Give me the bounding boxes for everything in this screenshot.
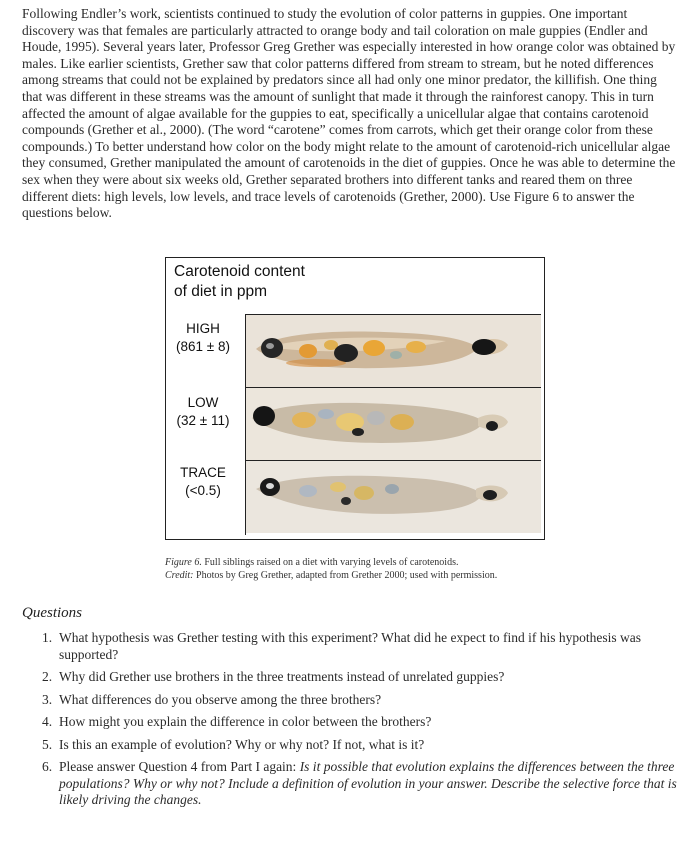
question-italic-text: Is it possible that evolution explains the differences between the three populations? Why or why not? Include a definition of evolution in your answer. Describe the selective force that is likely driving the changes. [59, 759, 677, 807]
question-text: Please answer Question 4 from Part I again: [59, 759, 297, 774]
question-number: 6. [42, 759, 53, 774]
figure-credit-text: Photos by Greg Grether, adapted from Grether 2000; used with permission. [196, 570, 498, 581]
figure-caption-label: Figure 6. [165, 557, 202, 568]
row-label-low: LOW (32 ± 11) [176, 395, 230, 428]
question-item [22, 759, 682, 809]
question-item [22, 692, 682, 709]
intro-paragraph: Following Endler’s work, scientists continued to study the evolution of color patterns in guppies. One important discovery was that females are particularly attracted to orange body and tail coloration on male guppies (Endler and Houde, 1995). Several years later, Professor Greg Grether was especially interested in how orange color was obtained by males. Like earlier scientists, Grether saw that color patterns differed from stream to stream, but he noted differences among streams that could not be explained by predators since all had only one minor predator, the killifish. One thing that was different in these streams was the amount of sunlight that made it through the rainforest canopy. This in turn affected the amount of algae available for the guppies to eat, specifically a unicellular algae that contains carotenoid compounds (Grether et al., 2000). (The word “carotene” comes from carrots, which get their orange color from these compounds.) To better understand how color on the body might relate to the amount of carotenoid-rich unicellular algae they consumed, Grether manipulated the amount of carotenoids in the diet of guppies. Once he was able to determine the sex when they were about six weeks old, Grether separated brothers into different tanks and reared them on three different diets: high levels, low levels, and trace levels of carotenoids (Grether, 2000). Use Figure 6 to answer the questions below. [22, 6, 676, 221]
question-number: 3. [42, 691, 53, 707]
row-label-high: HIGH (861 ± 8) [176, 321, 230, 354]
question-text: Is this an example of evolution? Why or why not? If not, what is it? [59, 736, 425, 752]
question-text: What hypothesis was Grether testing with this experiment? What did he expect to find if his hypothesis was supported? [59, 630, 642, 662]
question-item [22, 630, 682, 663]
guppy-photo-low [245, 388, 541, 461]
figure-6 [165, 257, 545, 540]
figure-title: Carotenoid content of diet in ppm [174, 263, 305, 300]
figure-credit [165, 570, 497, 583]
question-item [22, 669, 682, 686]
row-label-trace: TRACE (<0.5) [180, 465, 226, 498]
questions-heading: Questions [22, 605, 82, 621]
question-item [22, 737, 682, 754]
guppy-photo-high [245, 314, 541, 388]
question-number: 5. [42, 736, 53, 752]
question-text: Why did Grether use brothers in the three treatments instead of unrelated guppies? [59, 669, 505, 684]
question-item [22, 714, 682, 731]
figure-caption-text: Full siblings raised on a diet with varying levels of carotenoids. [204, 557, 459, 568]
guppy-photo-trace [245, 461, 541, 535]
question-number: 1. [42, 630, 53, 645]
figure-credit-label: Credit: [165, 570, 194, 581]
questions-list [22, 630, 682, 809]
question-text: How might you explain the difference in color between the brothers? [59, 714, 432, 729]
question-number: 2. [42, 669, 53, 684]
question-number: 4. [42, 714, 53, 729]
figure-caption [165, 557, 565, 570]
question-text: What differences do you observe among the three brothers? [59, 691, 382, 707]
